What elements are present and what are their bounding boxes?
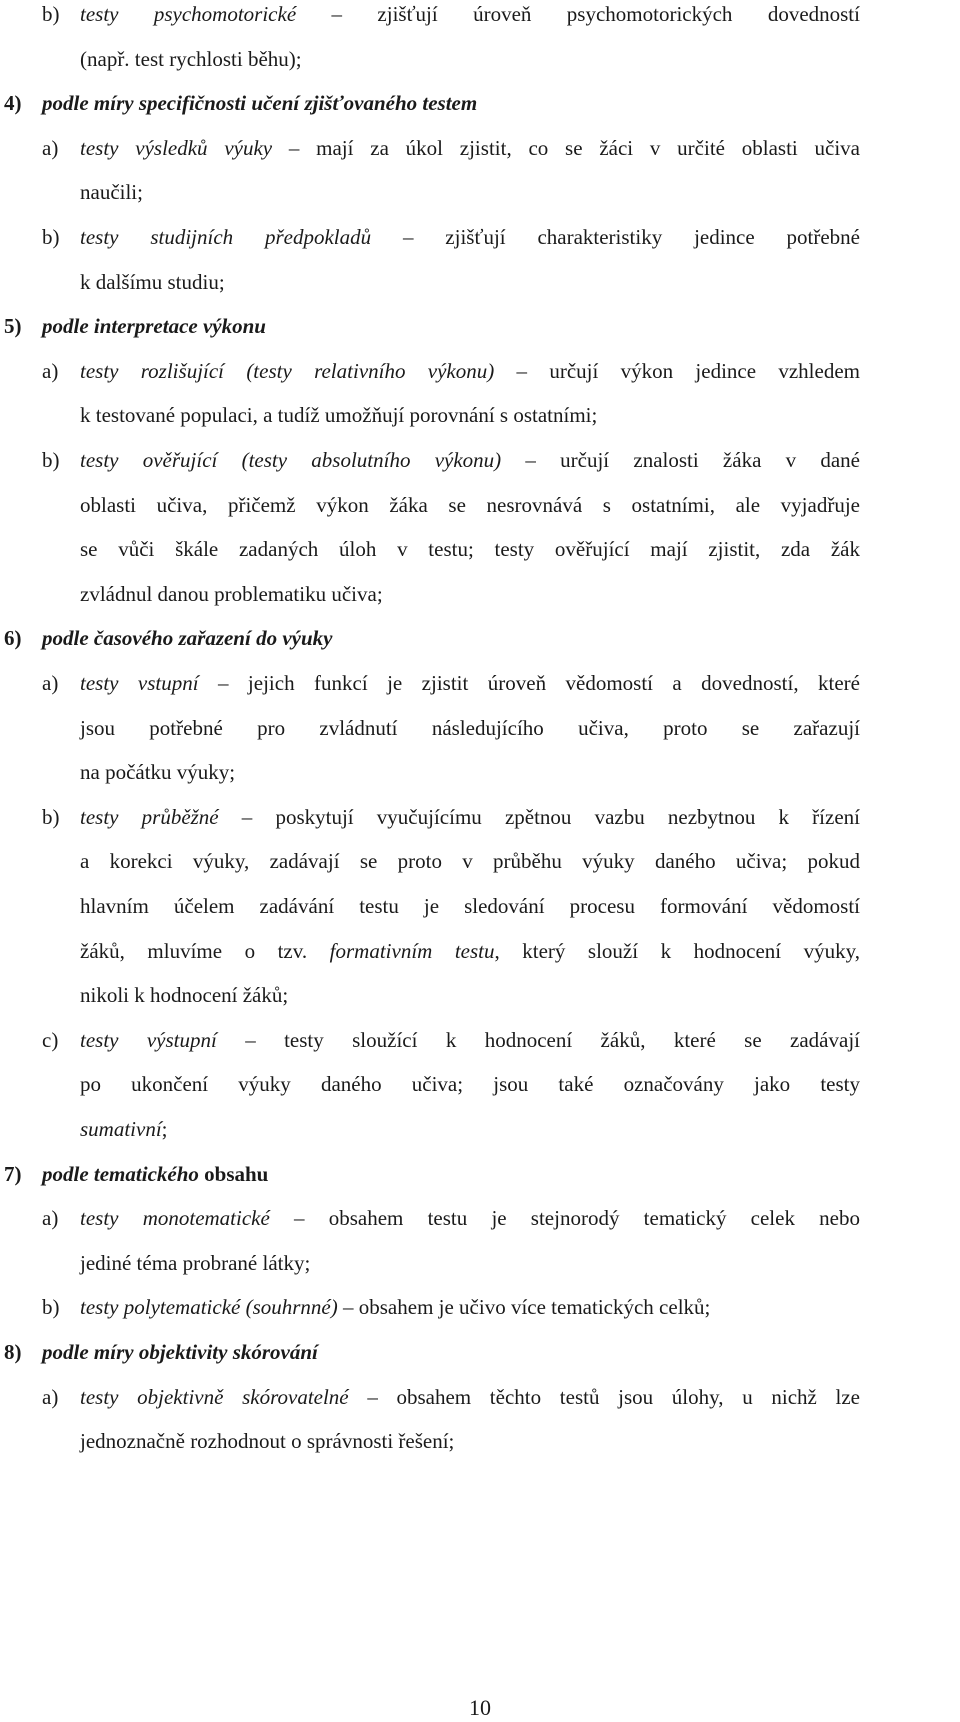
text-run: testy ověřující (testy absolutního výkonu)	[80, 448, 502, 472]
text-line	[0, 401, 960, 429]
line-content	[80, 45, 302, 73]
text-line	[0, 937, 960, 965]
list-marker: b)	[42, 225, 60, 249]
text-run: testy výsledků výuky	[80, 135, 273, 160]
text-run: – obsahem testu je stejnorodý tematický celek nebo	[269, 1206, 860, 1231]
text-line	[0, 847, 960, 875]
line-content	[80, 1070, 860, 1098]
line-content	[42, 624, 332, 652]
line-content	[80, 401, 597, 429]
text-run: po ukončení výuky daného učiva; jsou také označovány jako testy	[80, 1072, 860, 1097]
list-marker: b)	[42, 1295, 60, 1320]
text-line	[0, 1115, 960, 1143]
list-marker: 8)	[4, 1340, 22, 1364]
text-run: k dalšímu studiu;	[80, 269, 225, 294]
text-run: hlavním účelem zadávání testu je sledování procesu formování vědomostí	[80, 894, 860, 918]
text-line	[0, 223, 960, 251]
list-marker: 7)	[4, 1161, 22, 1186]
text-run: obsahu	[198, 1161, 269, 1186]
line-content	[80, 580, 383, 608]
text-run: naučili;	[80, 180, 143, 205]
list-marker: 6)	[4, 626, 22, 651]
line-content	[80, 758, 235, 786]
text-line	[0, 134, 960, 162]
text-run: sumativní	[80, 1117, 162, 1141]
text-line	[0, 580, 960, 608]
text-run: – obsahem je učivo více tematických celků;	[337, 1295, 711, 1320]
line-content	[80, 357, 860, 385]
line-content	[80, 1115, 168, 1143]
list-marker: b)	[42, 2, 60, 26]
text-run: testy psychomotorické	[80, 2, 297, 26]
text-line	[0, 268, 960, 296]
line-content	[80, 1383, 860, 1411]
text-run: žáků, mluvíme o tzv.	[80, 938, 330, 963]
text-run: – jejich funkcí je zjistit úroveň vědomostí a dovedností, které	[198, 671, 860, 695]
text-run: podle míry objektivity skórování	[42, 1340, 318, 1364]
text-line	[0, 1070, 960, 1098]
text-line	[0, 1204, 960, 1232]
line-content	[80, 981, 288, 1009]
list-marker: a)	[42, 1384, 59, 1409]
text-line	[0, 803, 960, 831]
list-marker: b)	[42, 448, 60, 472]
list-marker: 4)	[4, 91, 22, 116]
line-content	[80, 134, 860, 162]
line-content	[80, 892, 860, 920]
text-run: – testy sloužící k hodnocení žáků, které se zadávají	[216, 1027, 860, 1052]
line-content	[80, 1204, 860, 1232]
text-run: jsou potřebné pro zvládnutí následujícího učiva, proto se zařazují	[80, 715, 860, 740]
list-marker: a)	[42, 671, 59, 695]
line-content	[42, 89, 477, 117]
text-line	[0, 669, 960, 697]
text-run: testy výstupní	[80, 1027, 217, 1052]
text-run: k testované populaci, a tudíž umožňují porovnání s ostatními;	[80, 403, 598, 428]
text-run: – mají za úkol zjistit, co se žáci v určité oblasti učiva	[272, 135, 860, 160]
text-line	[0, 714, 960, 742]
line-content	[80, 268, 225, 296]
text-line	[0, 1293, 960, 1321]
text-run: jediné téma probrané látky;	[80, 1250, 311, 1275]
list-marker: b)	[42, 804, 60, 829]
line-content	[80, 803, 860, 831]
text-run: podle míry specifičnosti učení zjišťovaného testem	[42, 91, 478, 116]
list-marker: a)	[42, 358, 59, 383]
text-run: oblasti učiva, přičemž výkon žáka se nesrovnává s ostatními, ale vyjadřuje	[80, 492, 860, 517]
text-line	[0, 624, 960, 652]
line-content	[80, 1026, 860, 1054]
text-line	[0, 758, 960, 786]
text-run: testy polytematické (souhrnné)	[80, 1295, 338, 1320]
text-line	[0, 981, 960, 1009]
text-run: – určují výkon jedince vzhledem	[494, 358, 860, 383]
line-content	[80, 714, 860, 742]
text-run: zvládnul danou problematiku učiva;	[80, 581, 383, 606]
text-run: – zjišťují charakteristiky jedince potřebné	[371, 225, 860, 249]
line-content	[80, 937, 860, 965]
text-line	[0, 45, 960, 73]
line-content	[80, 491, 860, 519]
text-line	[0, 1427, 960, 1455]
text-line	[0, 0, 960, 28]
text-run: ;	[161, 1117, 168, 1141]
text-run: podle časového zařazení do výuky	[42, 626, 333, 651]
text-line	[0, 1026, 960, 1054]
list-marker: 5)	[4, 314, 22, 339]
text-line	[0, 1160, 960, 1188]
text-run: se vůči škále zadaných úloh v testu; testy ověřující mají zjistit, zda žák	[80, 537, 860, 562]
list-marker: a)	[42, 1206, 59, 1231]
text-line	[0, 535, 960, 563]
line-content	[80, 1427, 454, 1455]
line-content	[80, 1293, 710, 1321]
text-run: testy monotematické	[80, 1206, 270, 1231]
text-run: testy studijních předpokladů	[80, 225, 372, 249]
text-run: testy průběžné	[80, 804, 219, 829]
line-content	[80, 847, 860, 875]
text-run: jednoznačně rozhodnout o správnosti řešení;	[80, 1429, 455, 1454]
text-line	[0, 312, 960, 340]
list-marker: a)	[42, 135, 59, 160]
text-run: testy vstupní	[80, 671, 199, 695]
line-content	[80, 446, 860, 474]
text-run: formativním testu	[329, 938, 495, 963]
text-run: a korekci výuky, zadávají se proto v průběhu výuky daného učiva; pokud	[80, 849, 860, 874]
text-line	[0, 89, 960, 117]
line-content	[42, 1338, 318, 1366]
text-line	[0, 892, 960, 920]
page-number: 10	[469, 1695, 491, 1720]
text-line	[0, 1249, 960, 1277]
line-content	[80, 178, 143, 206]
text-run: testy rozlišující (testy relativního výkonu)	[80, 358, 495, 383]
text-run: – zjišťují úroveň psychomotorických dovedností	[296, 2, 860, 26]
line-content	[80, 223, 860, 251]
text-run: na počátku výuky;	[80, 760, 236, 785]
text-run: nikoli k hodnocení žáků;	[80, 983, 289, 1008]
text-run: – poskytují vyučujícímu zpětnou vazbu nezbytnou k řízení	[218, 804, 860, 829]
text-line	[0, 446, 960, 474]
list-marker: c)	[42, 1027, 59, 1052]
line-content	[80, 0, 860, 28]
text-run: (např. test rychlosti běhu);	[80, 46, 302, 71]
line-content	[80, 535, 860, 563]
text-run: , který slouží k hodnocení výuky,	[494, 938, 860, 963]
text-line	[0, 178, 960, 206]
text-line	[0, 491, 960, 519]
text-run: – určují znalosti žáka v dané	[501, 448, 861, 472]
line-content	[80, 1249, 310, 1277]
text-run: podle tematického	[42, 1161, 199, 1186]
text-run: – obsahem těchto testů jsou úlohy, u nichž lze	[348, 1384, 860, 1409]
text-run: podle interpretace výkonu	[42, 314, 266, 339]
text-line	[0, 1338, 960, 1366]
line-content	[42, 312, 266, 340]
text-line	[0, 357, 960, 385]
line-content	[80, 669, 860, 697]
line-content	[42, 1160, 268, 1188]
text-line	[0, 1383, 960, 1411]
text-run: testy objektivně skórovatelné	[80, 1384, 349, 1409]
